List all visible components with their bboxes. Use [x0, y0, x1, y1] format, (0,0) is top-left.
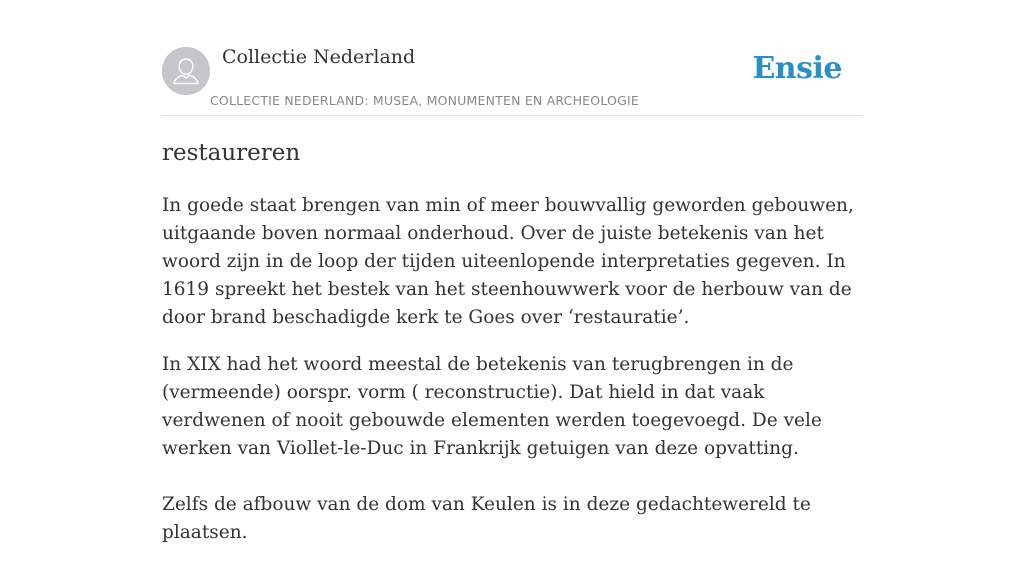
collection-title[interactable]: COLLECTIE NEDERLAND: MUSEA, MONUMENTEN EN ARCHEOLOGIE	[210, 93, 639, 108]
page	[162, 0, 862, 543]
avatar[interactable]	[162, 47, 210, 95]
entry-paragraph: In goede staat brengen van min of meer bouwvallig geworden gebouwen, uitgaande boven normaal onderhoud. Over de juiste betekenis van het woord zijn in de loop der tijden uiteenlopende interpretaties gegeven. In 1619 spreekt het bestek van het steenhouwwerk voor de herbouw van de door brand beschadigde kerk te Goes over ‘restauratie’.	[162, 195, 854, 328]
entry-paragraph: In XIX had het woord meestal de betekenis van terugbrengen in de (vermeende) oorspr. vorm ( reconstructie). Dat hield in dat vaak verdwenen of nooit gebouwde elementen werden toegevoegd. De vele werken van Viollet-le-Duc in Frankrijk getuigen van deze opvatting.	[162, 354, 822, 459]
entry-term: restaureren	[162, 140, 301, 166]
ensie-logo-link[interactable]: Ensie	[752, 51, 842, 86]
author-name[interactable]: Collectie Nederland	[222, 46, 416, 68]
entry-body	[162, 192, 862, 566]
entry-paragraph: Zelfs de afbouw van de dom van Keulen is in deze gedachtewereld te plaatsen.	[162, 494, 811, 543]
user-silhouette-icon	[162, 47, 210, 95]
entry-header	[162, 0, 862, 116]
